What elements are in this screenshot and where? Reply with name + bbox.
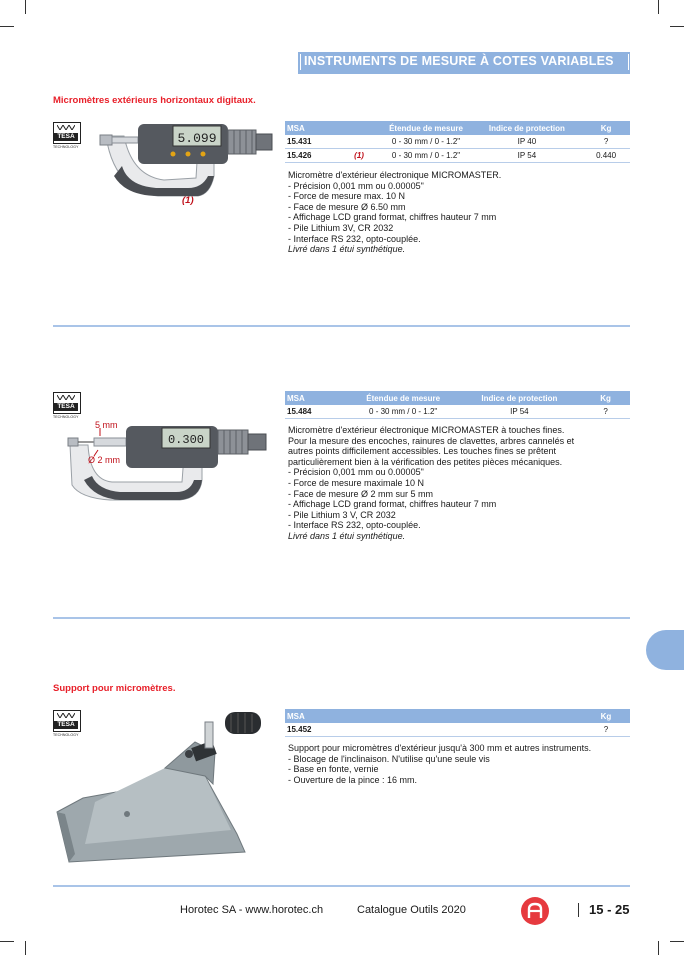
- description-line: - Pile Lithium 3V, CR 2032: [288, 222, 394, 233]
- description-line: - Force de mesure maximale 10 N: [288, 477, 425, 488]
- section-separator: [53, 617, 630, 619]
- tesa-logo: [53, 122, 81, 152]
- description-line: - Précision 0,001 mm ou 0.00005": [288, 467, 424, 478]
- cell-protection: IP 54: [458, 405, 582, 419]
- table-header-row: [285, 709, 630, 723]
- crop-mark: [670, 941, 684, 942]
- footer-catalogue: Catalogue Outils 2020: [357, 904, 466, 916]
- description-line: - Affichage LCD grand format, chiffres hauteur 7 mm: [288, 212, 497, 223]
- description-line: - Pile Lithium 3 V, CR 2032: [288, 509, 396, 520]
- description-line: - Blocage de l'inclinaison. N'utilise qu'une seule vis: [288, 753, 490, 764]
- column-header-kg: Kg: [581, 391, 630, 405]
- cell-msa: 15.484: [285, 405, 349, 419]
- table-row: [285, 135, 630, 149]
- description-line: - Force de mesure max. 10 N: [288, 191, 406, 202]
- footer-separator: [53, 885, 630, 887]
- crop-mark: [0, 26, 14, 27]
- tesa-logo-subtitle: TECHNOLOGY: [53, 415, 79, 419]
- delivery-note: Livré dans 1 étui synthétique.: [288, 244, 406, 255]
- product-description-3: [288, 743, 591, 785]
- description-line: - Précision 0,001 mm ou 0.00005": [288, 180, 424, 191]
- page-tab-marker: [646, 630, 684, 670]
- cell-msa: 15.431: [285, 135, 338, 149]
- table-row: [285, 405, 630, 419]
- product-description-2: [288, 425, 574, 542]
- lcd-display-2: 0.300: [167, 433, 205, 447]
- lcd-display-1: 5.099: [177, 131, 217, 146]
- tesa-wave-icon: [57, 125, 75, 130]
- column-header-msa: MSA: [285, 709, 582, 723]
- description-line: - Affichage LCD grand format, chiffres hauteur 7 mm: [288, 499, 497, 510]
- description-line: - Face de mesure Ø 2 mm sur 5 mm: [288, 488, 434, 499]
- spec-table-2: [285, 391, 630, 419]
- cell-msa: 15.452: [285, 723, 582, 737]
- product-description-1: [288, 170, 501, 255]
- column-header-kg: Kg: [582, 709, 630, 723]
- tesa-logo-subtitle: TECHNOLOGY: [53, 145, 79, 149]
- column-header-range: Étendue de mesure: [380, 121, 471, 135]
- column-header-kg: Kg: [582, 121, 630, 135]
- description-line: Support pour micromètres d'extérieur jusqu'à 300 mm et autres instruments.: [288, 743, 592, 753]
- section-separator: [53, 325, 630, 327]
- tesa-logo-subtitle: TECHNOLOGY: [53, 733, 79, 737]
- cell-msa: 15.426: [285, 149, 338, 163]
- cell-ref: (1): [338, 149, 381, 163]
- description-line: - Face de mesure Ø 6.50 mm: [288, 201, 406, 212]
- cell-ref: [338, 135, 381, 149]
- crop-mark: [25, 941, 26, 955]
- crop-mark: [658, 941, 659, 955]
- dimension-label-diameter: Ø 2 mm: [88, 455, 121, 465]
- column-header-range: Étendue de mesure: [349, 391, 458, 405]
- table-row: [285, 723, 630, 737]
- digital-micrometer-image: [78, 116, 278, 206]
- spec-table-3: [285, 709, 630, 737]
- page-number: 15 - 25: [589, 902, 630, 917]
- spec-table-1: [285, 121, 630, 163]
- description-line: - Ouverture de la pince : 16 mm.: [288, 774, 418, 785]
- tesa-logo-band: TESA: [54, 133, 78, 141]
- footer-divider: [578, 903, 579, 917]
- description-line: - Base en fonte, vernie: [288, 764, 379, 775]
- tesa-logo-band: TESA: [54, 721, 78, 729]
- cell-kg: ?: [581, 405, 630, 419]
- column-header-protection: Indice de protection: [472, 121, 582, 135]
- crop-mark: [658, 0, 659, 14]
- horotec-logo-icon: [520, 896, 550, 926]
- delivery-note: Livré dans 1 étui synthétique.: [288, 530, 406, 541]
- crop-mark: [670, 26, 684, 27]
- section-title-digital-micrometers: Micromètres extérieurs horizontaux digitaux.: [53, 95, 256, 106]
- description-line: Micromètre d'extérieur électronique MICROMASTER.: [288, 170, 502, 180]
- description-line: - Interface RS 232, opto-couplée.: [288, 233, 421, 244]
- cell-range: 0 - 30 mm / 0 - 1.2": [380, 149, 471, 163]
- dimension-label-length: 5 mm: [95, 420, 118, 430]
- cell-kg: 0.440: [582, 149, 630, 163]
- description-line: - Interface RS 232, opto-couplée.: [288, 520, 421, 531]
- cell-range: 0 - 30 mm / 0 - 1.2": [380, 135, 471, 149]
- column-header-ref: [338, 121, 381, 135]
- table-header-row: [285, 391, 630, 405]
- column-header-protection: Indice de protection: [458, 391, 582, 405]
- cell-kg: ?: [582, 723, 630, 737]
- footer-company: Horotec SA - www.horotec.ch: [180, 904, 324, 916]
- description-line: Pour la mesure des encoches, rainures de clavettes, arbres cannelés et: [288, 435, 575, 446]
- column-header-msa: MSA: [285, 121, 338, 135]
- table-header-row: [285, 121, 630, 135]
- tesa-wave-icon: [57, 395, 75, 400]
- page-header-title: INSTRUMENTS DE MESURE À COTES VARIABLES: [304, 54, 614, 68]
- header-divider: [628, 54, 629, 70]
- image-note-1: (1): [182, 195, 194, 206]
- description-line: autres points difficilement accessibles. Les touches fines se prêtent: [288, 446, 556, 457]
- section-title-micrometer-stand: Support pour micromètres.: [53, 683, 176, 694]
- header-divider: [300, 54, 301, 70]
- description-line: particulièrement bien à la vérification des petites pièces mécaniques.: [288, 456, 563, 467]
- column-header-msa: MSA: [285, 391, 349, 405]
- table-row: [285, 149, 630, 163]
- crop-mark: [0, 941, 14, 942]
- micrometer-stand-image: [55, 702, 275, 867]
- cell-range: 0 - 30 mm / 0 - 1.2": [349, 405, 458, 419]
- cell-protection: IP 54: [472, 149, 582, 163]
- cell-kg: ?: [582, 135, 630, 149]
- cell-protection: IP 40: [472, 135, 582, 149]
- description-line: Micromètre d'extérieur électronique MICROMASTER à touches fines.: [288, 425, 565, 435]
- crop-mark: [25, 0, 26, 14]
- tesa-logo-band: TESA: [54, 403, 78, 411]
